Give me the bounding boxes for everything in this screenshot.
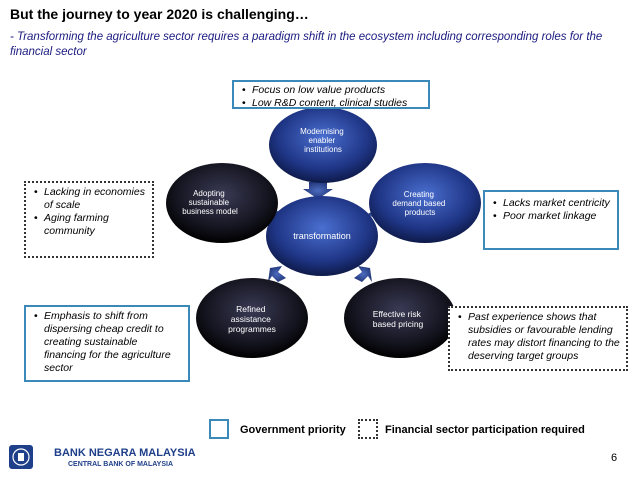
right-node-label: Creating demand based products: [392, 190, 446, 217]
legend-financial-label: Financial sector participation required: [385, 424, 585, 436]
arrow-bottom-right: [354, 266, 372, 282]
callout-bottom-right: • Past experience shows that subsidies or favourable lending rates may distort financing to the deserving target groups: [448, 306, 628, 371]
page-title: But the journey to year 2020 is challenging…: [10, 6, 309, 22]
callout-right: • Lacks market centricity • Poor market linkage: [483, 190, 619, 250]
bnm-logo-icon: [9, 445, 33, 469]
legend-government-swatch: [209, 419, 229, 439]
page-subtitle: - Transforming the agriculture sector requires a paradigm shift in the ecosystem including corresponding roles for the financial sector: [10, 31, 603, 58]
callout-bottom-left: • Emphasis to shift from dispersing cheap credit to creating sustainable financing for the agriculture sector: [24, 305, 190, 382]
callout-left: • Lacking in economies of scale • Aging farming community: [24, 181, 154, 258]
arrow-bottom-left: [268, 266, 286, 282]
legend-financial-swatch: [358, 419, 378, 439]
bottom-right-node-label: Effective risk based pricing: [372, 309, 424, 329]
legend-government-label: Government priority: [240, 424, 346, 436]
top-node-label: Modernising enabler institutions: [300, 127, 344, 154]
left-node-label: Adopting sustainable business model: [182, 189, 238, 216]
page-number: 6: [611, 452, 618, 464]
org-subtitle: CENTRAL BANK OF MALAYSIA: [68, 461, 174, 468]
org-name: BANK NEGARA MALAYSIA: [54, 447, 196, 459]
callout-top: • Focus on low value products • Low R&D content, clinical studies: [232, 80, 430, 109]
center-label: transformation: [293, 231, 351, 241]
bottom-left-node-label: Refined assistance programmes: [228, 304, 276, 334]
